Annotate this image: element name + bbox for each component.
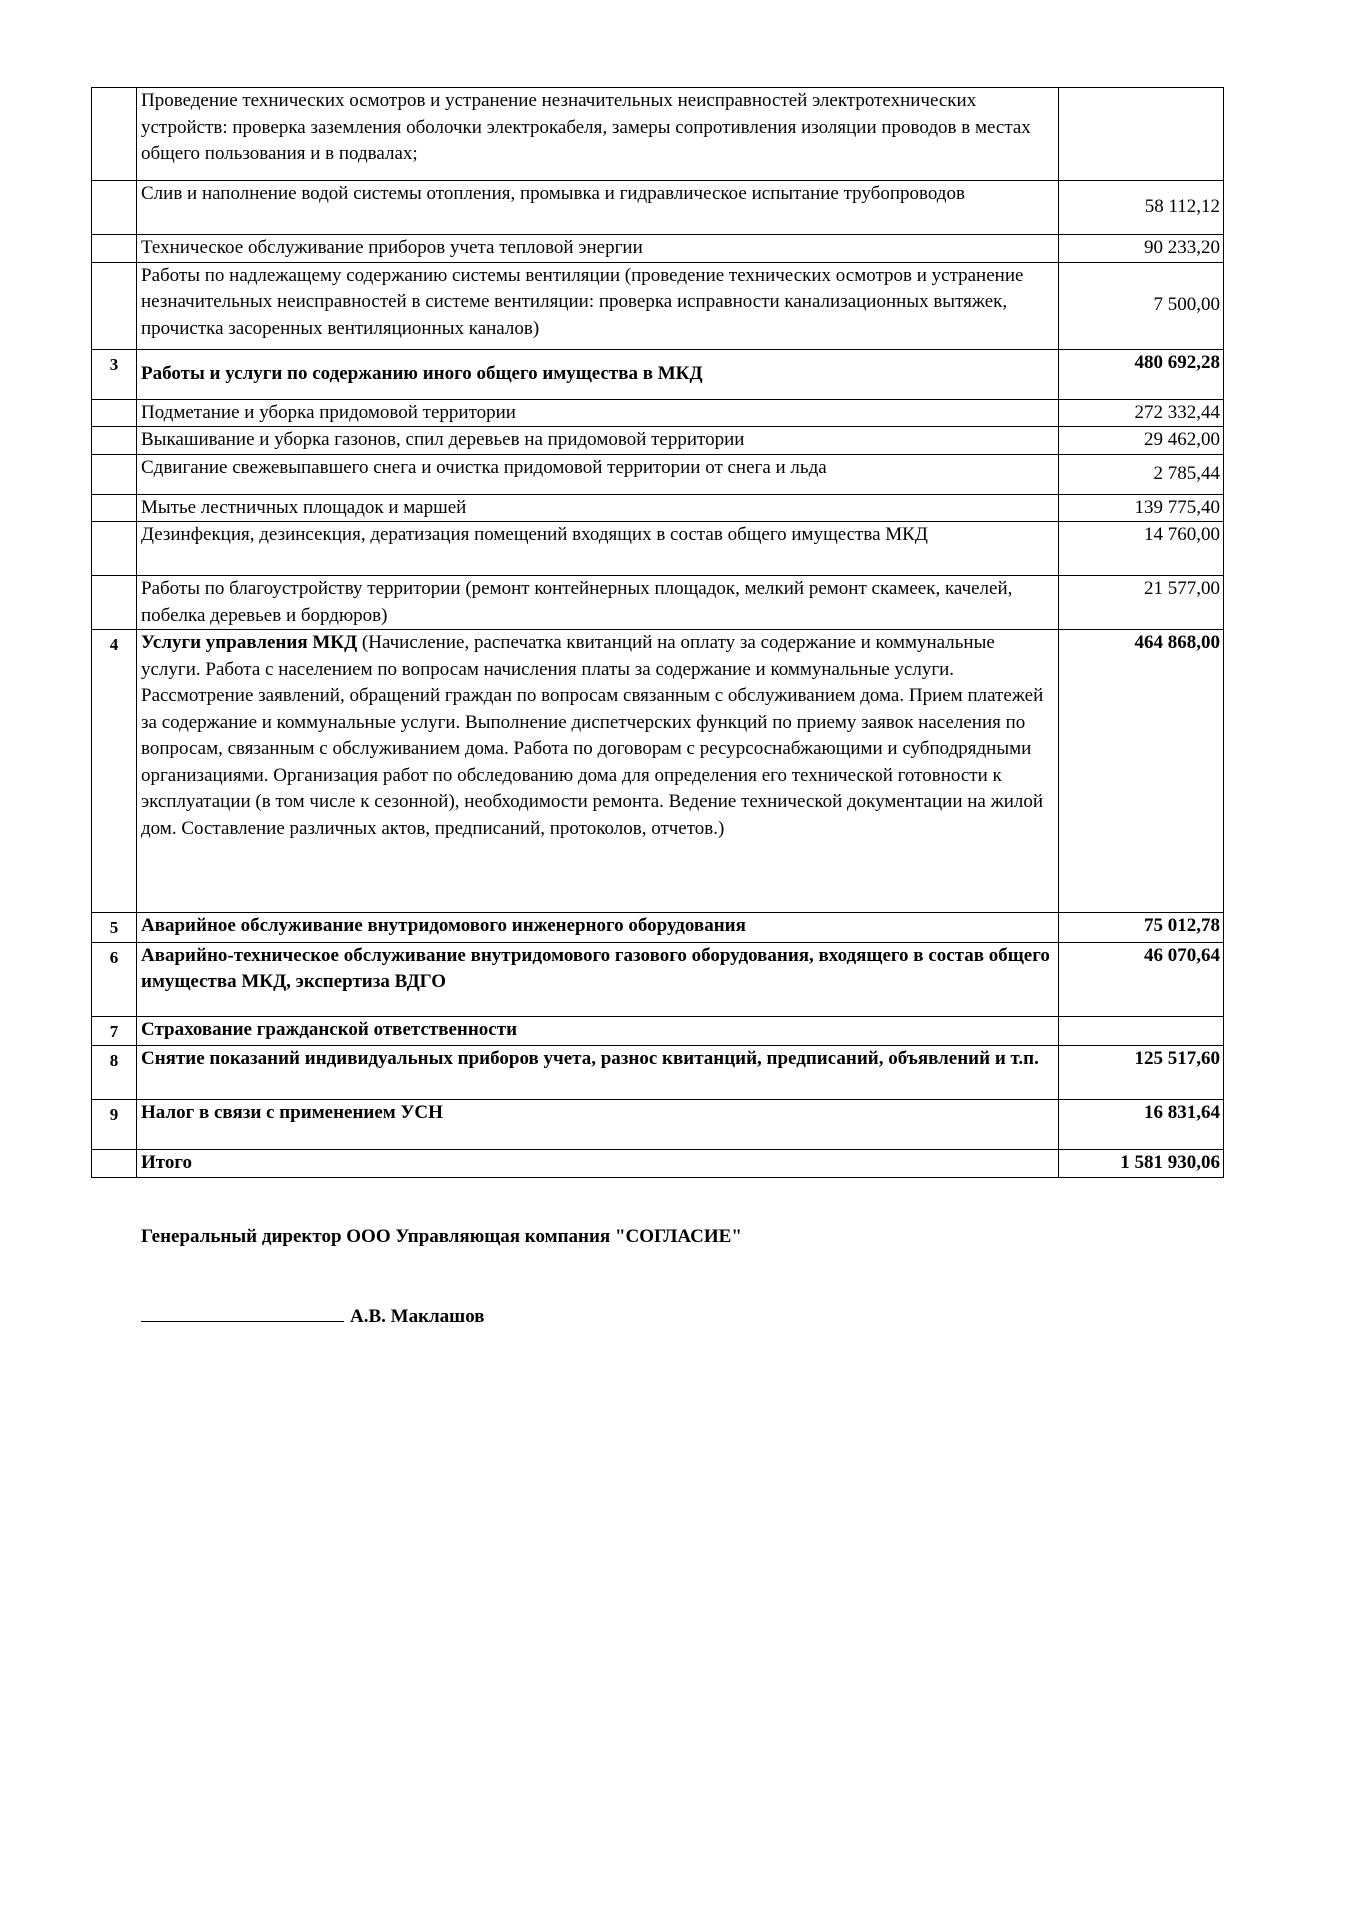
table-row bbox=[92, 494, 1224, 522]
row-number bbox=[92, 235, 137, 263]
row-number: 6 bbox=[92, 942, 137, 1016]
total-label: Итого bbox=[137, 1150, 1059, 1178]
row-amount: 464 868,00 bbox=[1059, 630, 1224, 913]
row-amount: 139 775,40 bbox=[1059, 494, 1224, 522]
row-description: Слив и наполнение водой системы отопления, промывка и гидравлическое испытание трубопроводов bbox=[137, 181, 1059, 235]
row-title: Услуги управления МКД bbox=[141, 632, 358, 653]
row-number: 7 bbox=[92, 1016, 137, 1046]
table-row bbox=[92, 427, 1224, 455]
report-sheet bbox=[91, 87, 1223, 1178]
table-total-row bbox=[92, 1150, 1224, 1178]
row-number bbox=[92, 454, 137, 494]
row-description bbox=[137, 630, 1059, 913]
row-number bbox=[92, 88, 137, 181]
signature-blank bbox=[141, 1301, 344, 1322]
table-row bbox=[92, 88, 1224, 181]
row-amount: 272 332,44 bbox=[1059, 399, 1224, 427]
row-amount: 90 233,20 bbox=[1059, 235, 1224, 263]
table-row bbox=[92, 181, 1224, 235]
row-number bbox=[92, 181, 137, 235]
table-row bbox=[92, 454, 1224, 494]
row-amount: 7 500,00 bbox=[1059, 262, 1224, 349]
row-description: Работы и услуги по содержанию иного общего имущества в МКД bbox=[137, 349, 1059, 399]
row-description: Страхование гражданской ответственности bbox=[137, 1016, 1059, 1046]
row-description: Проведение технических осмотров и устранение незначительных неисправностей электротехнических устройств: проверка заземления оболочки электрокабеля, замеры сопротивления изоляции проводов в местах общего пользования и в подвалах; bbox=[137, 88, 1059, 181]
row-amount: 29 462,00 bbox=[1059, 427, 1224, 455]
row-description: Выкашивание и уборка газонов, спил деревьев на придомовой территории bbox=[137, 427, 1059, 455]
row-amount bbox=[1059, 1016, 1224, 1046]
signature-block bbox=[141, 1226, 1141, 1328]
table-row bbox=[92, 522, 1224, 576]
row-number bbox=[92, 399, 137, 427]
row-description: Снятие показаний индивидуальных приборов учета, разнос квитанций, предписаний, объявлений и т.п. bbox=[137, 1046, 1059, 1100]
row-number bbox=[92, 262, 137, 349]
row-number: 9 bbox=[92, 1100, 137, 1150]
row-number: 8 bbox=[92, 1046, 137, 1100]
row-amount: 46 070,64 bbox=[1059, 942, 1224, 1016]
row-amount: 2 785,44 bbox=[1059, 454, 1224, 494]
row-details: (Начисление, распечатка квитанций на оплату за содержание и коммунальные услуги. Работа с населением по вопросам начисления платы за содержание и коммунальные услуги. Рассмотрение заявлений, обращений граждан по вопросам связанным с обслуживанием дома. Прием платежей за содержание и коммунальные услуги. Выполнение диспетчерских функций по приему заявок населения по вопросам, связанным с обслуживанием дома. Работа по договорам с ресурсоснабжающими и субподрядными организациями. Организация работ по обследованию дома для определения его технической готовности к эксплуатации (в том числе к сезонной), необходимости ремонта. Ведение технической документации на жилой дом. Составление различных актов, предписаний, протоколов, отчетов.) bbox=[141, 632, 1044, 839]
row-description: Аварийное обслуживание внутридомового инженерного оборудования bbox=[137, 913, 1059, 943]
row-number: 5 bbox=[92, 913, 137, 943]
row-amount: 14 760,00 bbox=[1059, 522, 1224, 576]
row-number bbox=[92, 576, 137, 630]
signatory-title: Генеральный директор ООО Управляющая компания "СОГЛАСИЕ" bbox=[141, 1226, 742, 1247]
row-description: Подметание и уборка придомовой территории bbox=[137, 399, 1059, 427]
row-amount: 58 112,12 bbox=[1059, 181, 1224, 235]
table-row bbox=[92, 942, 1224, 1016]
row-description: Сдвигание свежевыпавшего снега и очистка придомовой территории от снега и льда bbox=[137, 454, 1059, 494]
row-amount: 16 831,64 bbox=[1059, 1100, 1224, 1150]
signatory-name: А.В. Маклашов bbox=[350, 1306, 485, 1327]
row-amount: 480 692,28 bbox=[1059, 349, 1224, 399]
table-row bbox=[92, 262, 1224, 349]
row-number bbox=[92, 1150, 137, 1178]
row-amount: 21 577,00 bbox=[1059, 576, 1224, 630]
row-number bbox=[92, 494, 137, 522]
row-description: Техническое обслуживание приборов учета тепловой энергии bbox=[137, 235, 1059, 263]
signature-line bbox=[141, 1301, 1141, 1328]
row-number: 4 bbox=[92, 630, 137, 913]
row-number: 3 bbox=[92, 349, 137, 399]
table-row bbox=[92, 349, 1224, 399]
row-description: Налог в связи с применением УСН bbox=[137, 1100, 1059, 1150]
table-row bbox=[92, 1016, 1224, 1046]
row-description: Дезинфекция, дезинсекция, дератизация помещений входящих в состав общего имущества МКД bbox=[137, 522, 1059, 576]
table-row bbox=[92, 399, 1224, 427]
expenses-table bbox=[91, 87, 1224, 1178]
table-row bbox=[92, 235, 1224, 263]
table-row bbox=[92, 576, 1224, 630]
row-amount: 125 517,60 bbox=[1059, 1046, 1224, 1100]
row-description: Работы по благоустройству территории (ремонт контейнерных площадок, мелкий ремонт скамеек, качелей, побелка деревьев и бордюров) bbox=[137, 576, 1059, 630]
row-description: Работы по надлежащему содержанию системы вентиляции (проведение технических осмотров и устранение незначительных неисправностей в системе вентиляции: проверка исправности канализационных вытяжек, прочистка засоренных вентиляционных каналов) bbox=[137, 262, 1059, 349]
row-number bbox=[92, 427, 137, 455]
row-amount bbox=[1059, 88, 1224, 181]
row-amount: 75 012,78 bbox=[1059, 913, 1224, 943]
table-row bbox=[92, 1100, 1224, 1150]
row-number bbox=[92, 522, 137, 576]
row-description: Мытье лестничных площадок и маршей bbox=[137, 494, 1059, 522]
table-row bbox=[92, 1046, 1224, 1100]
table-row bbox=[92, 630, 1224, 913]
row-description: Аварийно-техническое обслуживание внутридомового газового оборудования, входящего в состав общего имущества МКД, экспертиза ВДГО bbox=[137, 942, 1059, 1016]
table-row bbox=[92, 913, 1224, 943]
total-amount: 1 581 930,06 bbox=[1059, 1150, 1224, 1178]
